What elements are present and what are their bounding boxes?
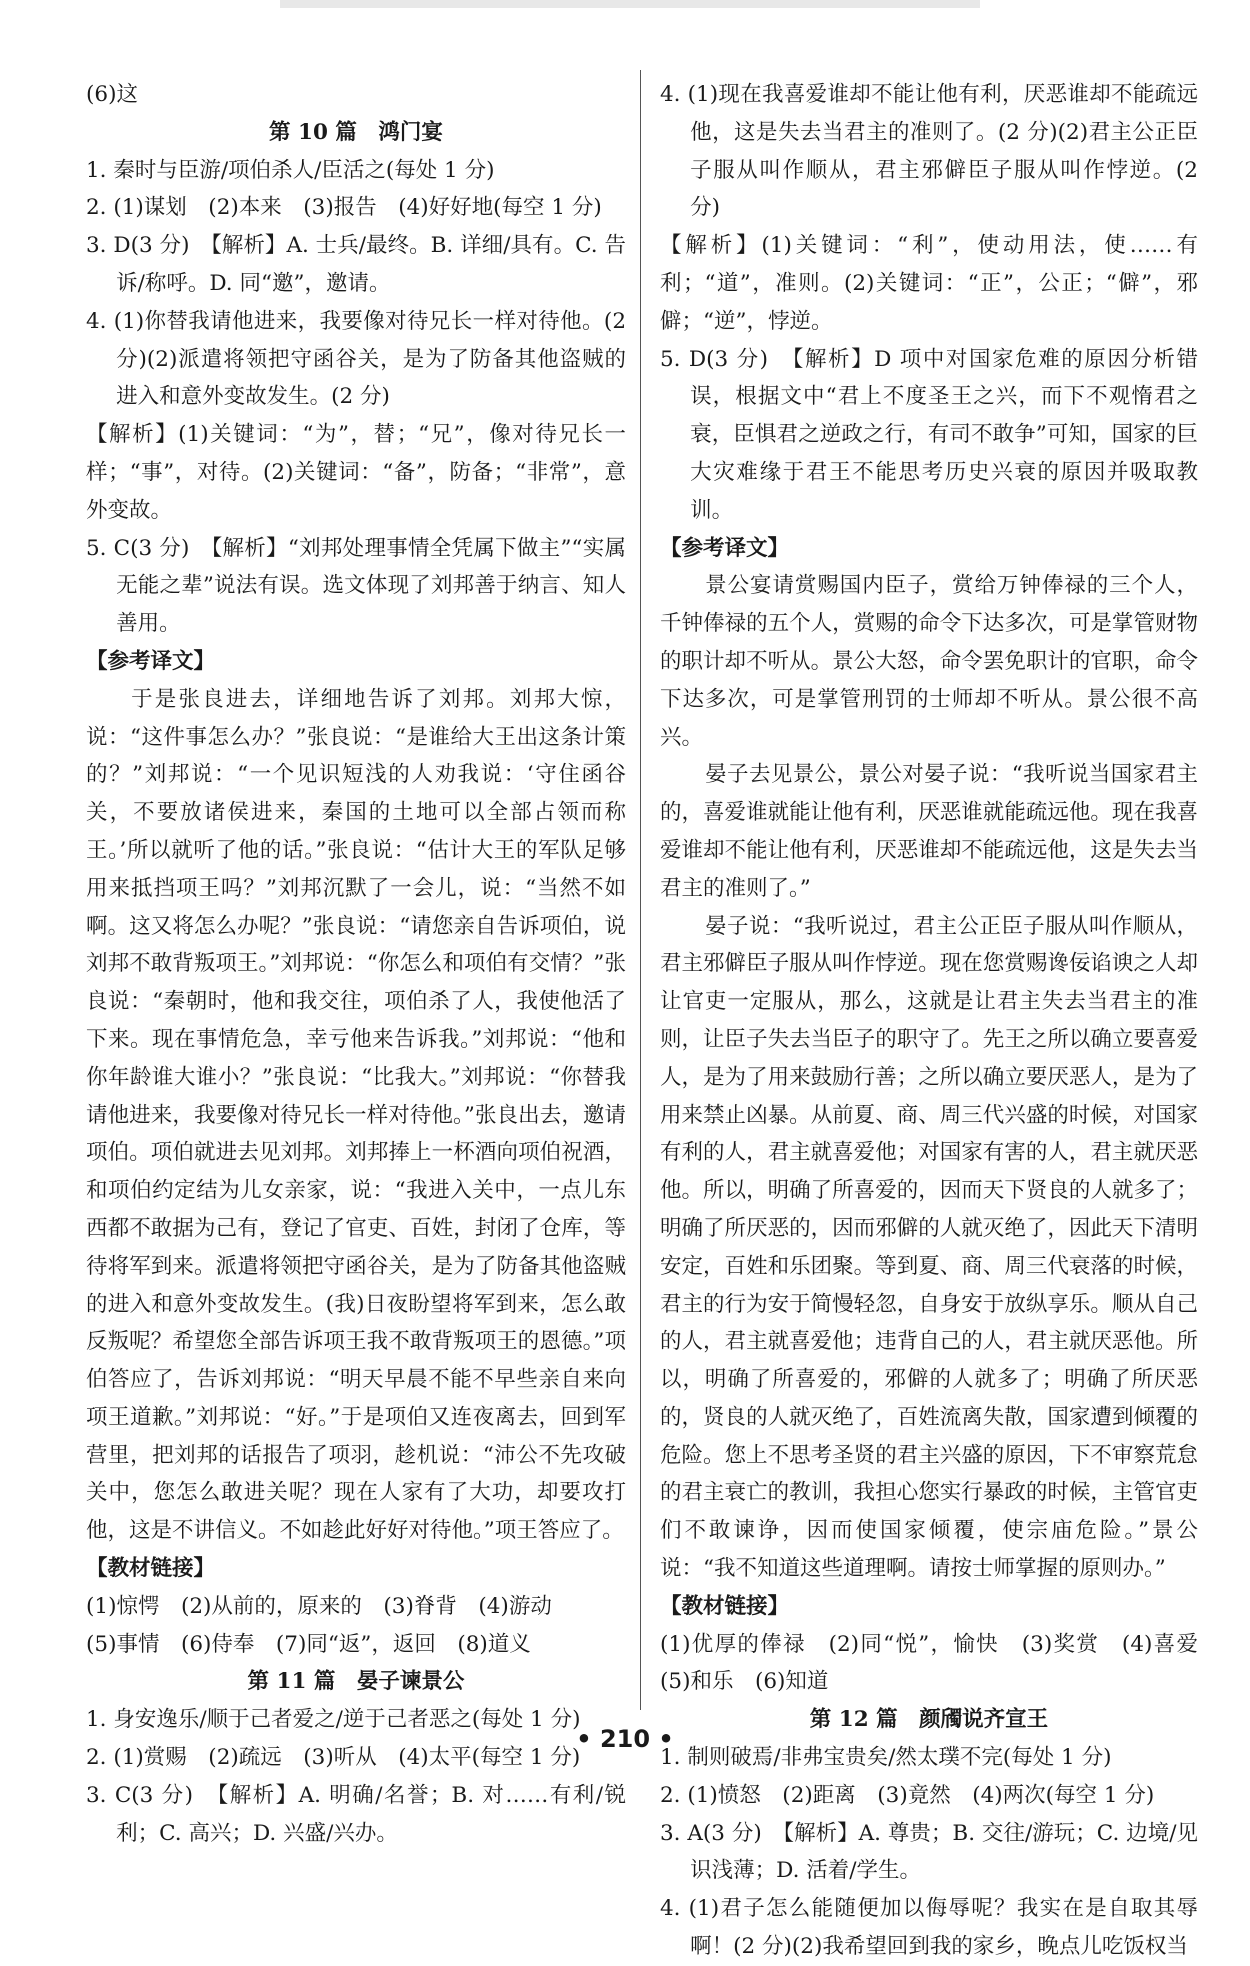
section-heading: 第 12 篇 颜斶说齐宣王 xyxy=(809,1707,1049,1733)
answer-line: (1)优厚的俸禄 (2)同“悦”，愉快 (3)奖赏 (4)喜爱 (5)和乐 (6)知道 xyxy=(660,1631,1220,1695)
answer-item: 2. (1)谋划 (2)本来 (3)报告 (4)好好地(每空 1 分) xyxy=(86,195,602,221)
answer-item: 2. (1)愤怒 (2)距离 (3)竟然 (4)两次(每空 1 分) xyxy=(660,1782,1155,1808)
column-divider xyxy=(640,70,641,1710)
section-heading: 第 11 篇 晏子谏景公 xyxy=(247,1669,465,1695)
answer-line: (5)事情 (6)侍奉 (7)同“返”，返回 (8)道义 xyxy=(86,1631,531,1657)
answer-item: 2. (1)赏赐 (2)疏远 (3)听从 (4)太平(每空 1 分) xyxy=(86,1745,581,1771)
answer-line: (6)这 xyxy=(86,82,138,107)
translation-paragraph: 于是张良进去，详细地告诉了刘邦。刘邦大惊，说：“这件事怎么办？”张良说：“是谁给大王出这条计策的？”刘邦说：“一个见识短浅的人劝我说：‘守住函谷关，不要放诸侯进来，秦国的土地可以全部占领而称王。’所以就听了他的话。”张良说：“估计大王的军队足够用来抵挡项王吗？”刘邦沉默了一会儿，说：“当然不如啊。这又将怎么办呢？”张良说：“请您亲自告诉项伯，说刘邦不敢背叛项王。”刘邦说：“你怎么和项伯有交情？”张良说：“秦朝时，他和我交往，项伯杀了人，我使他活了下来。现在事情危急，幸亏他来告诉我。”刘邦说：“他和你年龄谁大谁小？”张良说：“比我大。”刘邦说：“你替我请他进来，我要像对待兄长一样对待他。”张良出去，邀请项伯。项伯就进去见刘邦。刘邦捧上一杯酒向项伯祝酒，和项伯约定结为儿女亲家，说：“我进入关中，一点儿东西都不敢据为己有，登记了官吏、百姓，封闭了仓库，等待将军到来。派遣将领把守函谷关，是为了防备其他盗贼的进入和意外变故发生。(我)日夜盼望将军到来，怎么敢反叛呢？希望您全部告诉项王我不敢背叛项王的恩德。”项伯答应了，告诉刘邦说：“明天早晨不能不早些亲自来向项王道歉。”刘邦说：“好。”于是项伯又连夜离去，回到军营里，把刘邦的话报告了项羽，趁机说：“沛公不先攻破关中，您怎么敢进关呢？现在人家有了大功，却要攻打他，这是不讲信义。不如趁此好好对待他。”项王答应了。 xyxy=(86,686,626,1544)
answer-item: 3. A(3 分) 【解析】A. 尊贵；B. 交往/游玩；C. 边境/见识浅薄；D. 活着/学生。 xyxy=(660,1820,1198,1884)
answer-item: 4. (1)你替我请他进来，我要像对待兄长一样对待他。(2 分)(2)派遣将领把守函谷关，是为了防备其他盗贼的进入和意外变故发生。(2 分) xyxy=(86,308,626,410)
left-column xyxy=(86,76,626,1852)
section-heading: 第 10 篇 鸿门宴 xyxy=(269,119,443,145)
answer-item: 4. (1)现在我喜爱谁却不能让他有利，厌恶谁却不能疏远他，这是失去当君主的准则了。(2 分)(2)君主公正臣子服从叫作顺从，君主邪僻臣子服从叫作悖逆。(2 分) xyxy=(660,82,1198,221)
answer-item: 1. 秦时与臣游/项伯杀人/臣活之(每处 1 分) xyxy=(86,157,495,183)
section-label: 【参考译文】 xyxy=(660,535,790,561)
answer-line: 【解析】(1)关键词：“利”，使动用法，使……有利；“道”，准则。(2)关键词：“正”，公正；“僻”，邪僻；“逆”，悖逆。 xyxy=(660,233,1198,334)
section-label: 【教材链接】 xyxy=(86,1556,216,1582)
answer-item: 1. 制则破焉/非弗宝贵矣/然太璞不完(每处 1 分) xyxy=(660,1745,1112,1771)
answer-line: 【解析】(1)关键词：“为”，替；“兄”，像对待兄长一样；“事”，对待。(2)关键词：“备”，防备；“非常”，意外变故。 xyxy=(86,422,626,523)
translation-paragraph: 景公宴请赏赐国内臣子，赏给万钟俸禄的三个人，千钟俸禄的五个人，赏赐的命令下达多次，可是掌管财物的职计却不听从。景公大怒，命令罢免职计的官职，命令下达多次，可是掌管刑罚的士师却不听从。景公很不高兴。 xyxy=(660,573,1198,750)
answer-item: 1. 身安逸乐/顺于己者爱之/逆于己者恶之(每处 1 分) xyxy=(86,1707,581,1733)
translation-paragraph: 晏子说：“我听说过，君主公正臣子服从叫作顺从，君主邪僻臣子服从叫作悖逆。现在您赏赐谗佞谄谀之人却让官吏一定服从，那么，这就是让君主失去当君主的准则，让臣子失去当臣子的职守了。先王之所以确立要喜爱人，是为了用来鼓励行善；之所以确立要厌恶人，是为了用来禁止凶暴。从前夏、商、周三代兴盛的时候，对国家有利的人，君主就喜爱他；对国家有害的人，君主就厌恶他。所以，明确了所喜爱的，因而天下贤良的人就多了；明确了所厌恶的，因而邪僻的人就灭绝了，因此天下清明安定，百姓和乐团聚。等到夏、商、周三代衰落的时候，君主的行为安于简慢轻忽，自身安于放纵享乐。顺从自己的人，君主就喜爱他；违背自己的人，君主就厌恶他。所以，明确了所喜爱的，邪僻的人就多了；明确了所厌恶的，贤良的人就灭绝了，百姓流离失散，国家遭到倾覆的危险。您上不思考圣贤的君主兴盛的原因，下不审察荒怠的君主衰亡的教训，我担心您实行暴政的时候，主管官吏们不敢谏诤，因而使国家倾覆，使宗庙危险。”景公说：“我不知道这些道理啊。请按士师掌握的原则办。” xyxy=(660,913,1198,1582)
section-label: 【参考译文】 xyxy=(86,648,216,674)
answer-item: 4. (1)君子怎么能随便加以侮辱呢？我实在是自取其辱啊！(2 分)(2)我希望回到我的家乡，晚点儿吃饭权当 xyxy=(660,1896,1198,1960)
answer-item: 5. D(3 分) 【解析】D 项中对国家危难的原因分析错误，根据文中“君上不度圣王之兴，而下不观惰君之衰，臣惧君之逆政之行，有司不敢争”可知，国家的巨大灾难缘于君王不能思考历史兴衰的原因并吸取教训。 xyxy=(660,346,1198,523)
translation-paragraph: 晏子去见景公，景公对晏子说：“我听说当国家君主的，喜爱谁就能让他有利，厌恶谁就能疏远他。现在我喜爱谁却不能让他有利，厌恶谁却不能疏远他，这是失去当君主的准则了。” xyxy=(660,762,1198,901)
answer-item: 3. C(3 分) 【解析】A. 明确/名誉；B. 对……有利/锐利；C. 高兴；D. 兴盛/兴办。 xyxy=(86,1782,626,1846)
section-label: 【教材链接】 xyxy=(660,1593,790,1619)
answer-item: 3. D(3 分) 【解析】A. 士兵/最终。B. 详细/具有。C. 告诉/称呼。D. 同“邀”，邀请。 xyxy=(86,233,626,296)
answer-item: 5. C(3 分) 【解析】“刘邦处理事情全凭属下做主”“实属无能之辈”说法有误。选文体现了刘邦善于纳言、知人善用。 xyxy=(86,535,626,637)
top-edge-shadow xyxy=(280,0,980,8)
page-number: • 210 • xyxy=(576,1725,674,1753)
right-column xyxy=(660,76,1220,1966)
answer-line: (1)惊愕 (2)从前的，原来的 (3)脊背 (4)游动 xyxy=(86,1593,552,1619)
